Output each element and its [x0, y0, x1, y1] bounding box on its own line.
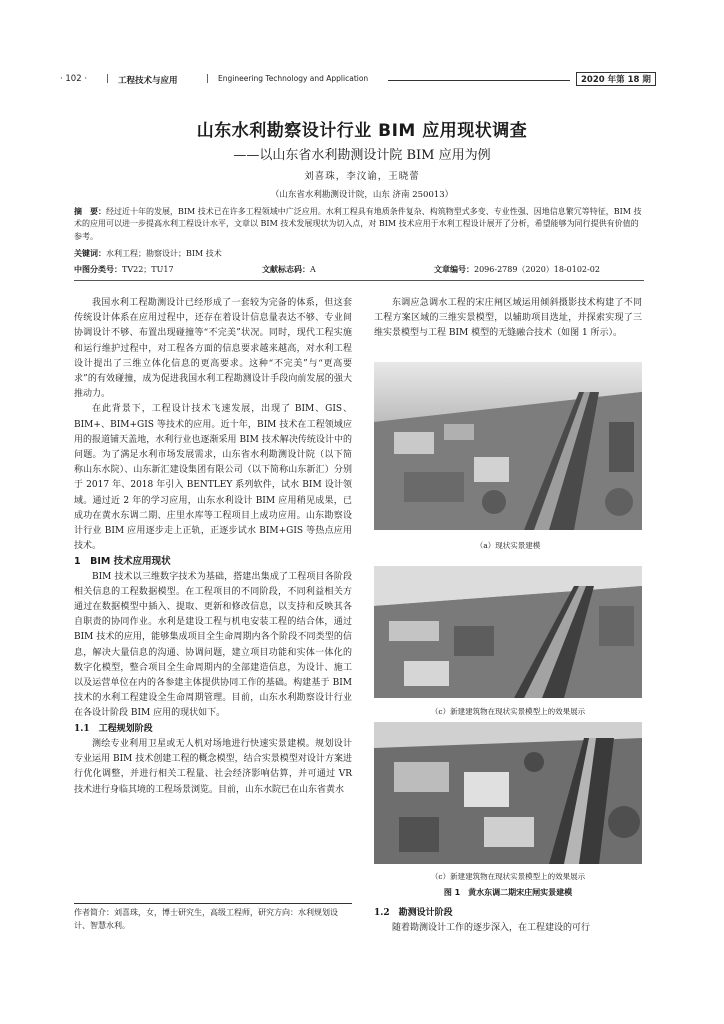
journal-name-cn: 工程技术与应用 [118, 76, 178, 86]
keywords-label: 关键词： [74, 249, 106, 258]
clc-text: TV22；TU17 [122, 265, 174, 274]
right-paragraph-1: 东调应急调水工程的宋庄闸区域运用倾斜摄影技术构建了不同工程方案区域的三维实景模型，以辅助项目选址，并探索实现了三维实景模型与工程 BIM 模型的无缝融合技术（如图 1 所示）。 [374, 298, 642, 339]
page-number: · 102 · [60, 74, 88, 84]
article-number [434, 264, 654, 276]
right-column-bottom [374, 906, 642, 936]
doc-code [262, 264, 422, 276]
journal-name-en: Engineering Technology and Application [218, 74, 369, 83]
keywords-text: 水利工程；勘察设计；BIM 技术 [106, 249, 222, 258]
article-subtitle: ——以山东省水利勘测设计院 BIM 应用为例 [233, 148, 491, 163]
figure-1-caption: 图 1 黄水东调二期宋庄闸实景建模 [443, 888, 573, 897]
clc-label: 中图分类号： [74, 265, 122, 274]
clc-number [74, 264, 274, 276]
figure-1a-photo [374, 362, 642, 530]
abstract-text: 经过近十年的发展，BIM 技术已在许多工程领域中广泛应用。水利工程具有地质条件复杂、构筑物型式多变、专业性强、因地信息繁冗等特征，BIM 技术的应用可以进一步提高水利工程设计水平，文章以 BIM 技术发展现状为切入点，对 BIM 技术应用于水利工程设计展开了分析，希望能够为同行提供有价值的参考。 [74, 207, 642, 241]
keywords [74, 248, 644, 260]
artno-text: 2096-2789（2020）18-0102-02 [474, 265, 600, 274]
header-rule [388, 80, 570, 81]
right-column-top [374, 296, 642, 342]
figure-1c-caption: （c）新建建筑物在现状实景模型上的效果展示 [430, 872, 586, 881]
issue-badge: 2020 年第 18 期 [576, 72, 656, 86]
left-paragraph-3: BIM 技术以三维数字技术为基础，搭建出集成了工程项目各阶段相关信息的工程数据模型。在工程项目的不同阶段，不同利益相关方通过在数据模型中插入、提取、更新和修改信息，以支持和反映其各自职责的协同作业。水利是建设工程与机电安装工程的结合体，通过 BIM 技术的应用，能够集成项目全生命周期内各个阶段不同类型的信息，解决大量信息的沟通、协调问题，建立项目功能和实体一体化的数字化模型，整合项目全生命周期内的全部建造信息，为设计、施工以及运营单位在内的各参建主体提供协同工作的基础。构建基于 BIM 技术的水利工程建设全生命周期管理。目前，山东水利勘察设计行业在各设计阶段 BIM 应用的现状如下。 [74, 571, 352, 719]
left-paragraph-1: 我国水利工程勘测设计已经形成了一套较为完备的体系，但这套传统设计体系在应用过程中，还存在着设计信息量表达不够、专业间协调设计不够、布置出现碰撞等“不完美”状况。同时，现代工程实施和运行维护过程中，对工程各方面的信息要求越来越高，对水利工程设计提出了三维立体化信息的更高要求。这种“不完美”与“更高要求”的有效碰撞，成为促进我国水利工程勘测设计手段向前发展的强大推动力。 [74, 298, 352, 400]
doccode-label: 文献标志码： [262, 265, 310, 274]
right-paragraph-2: 随着勘测设计工作的逐步深入，在工程建设的可行 [392, 923, 591, 934]
figure-1a-caption: （a）现状实景建模 [475, 541, 541, 550]
figure-1b-photo [374, 566, 642, 698]
abstract-rule [74, 280, 644, 281]
author-footnote: 作者简介：刘喜珠，女，博士研究生，高级工程师，研究方向：水利规划设计、智慧水利。 [74, 908, 338, 930]
doccode-text: A [310, 265, 316, 274]
left-column [74, 296, 352, 798]
abstract-label: 摘 要： [74, 207, 106, 216]
left-paragraph-2: 在此背景下，工程设计技术飞速发展，出现了 BIM、GIS、BIM+、BIM+GIS 等技术的应用。近十年，BIM 技术在工程领域应用的报道铺天盖地，水利行业也逐渐采用 BIM 技术解决传统设计中的问题。为了满足水利市场发展需求，山东省水利勘测设计院（以下简称山东水院）、山东新汇建设集团有限公司（以下简称山东新汇）分别于 2017 年、2018 年引入 BENTLEY 系列软件，试水 BIM 设计领域。通过近 2 年的学习应用，山东水利设计 BIM 应用稍见成果，已成功在黄水东调二期、庄里水库等工程项目上成功应用。山东勘察设计行业 BIM 应用逐步走上正轨，正逐步试水 BIM+GIS 等热点应用技术。 [74, 404, 352, 552]
left-paragraph-4: 测绘专业利用卫星或无人机对场地进行快速实景建模。规划设计专业运用 BIM 技术创建工程的概念模型，结合实景模型对设计方案进行优化调整，并进行相关工程量、社会经济影响估算，并可通过 VR 技术进行身临其境的工程场景浏览。目前，山东水院已在山东省黄水 [74, 738, 352, 795]
artno-label: 文章编号： [434, 265, 474, 274]
figure-1c-photo [374, 722, 642, 864]
article-authors: 刘喜珠，李汶谕，王晓蕾 [304, 171, 420, 182]
section-1-1-heading: 1.1 工程规划阶段 [74, 723, 153, 734]
section-1-heading: 1 BIM 技术应用现状 [74, 556, 171, 568]
abstract [74, 206, 644, 243]
figure-1b-caption: （c）新建建筑物在现状实景模型上的效果展示 [430, 707, 586, 716]
footnote-rule [74, 903, 352, 904]
article-affiliation: （山东省水利勘测设计院，山东 济南 250013） [270, 190, 454, 200]
article-title: 山东水利勘察设计行业 BIM 应用现状调查 [196, 121, 528, 141]
section-1-2-heading: 1.2 勘测设计阶段 [374, 908, 453, 918]
